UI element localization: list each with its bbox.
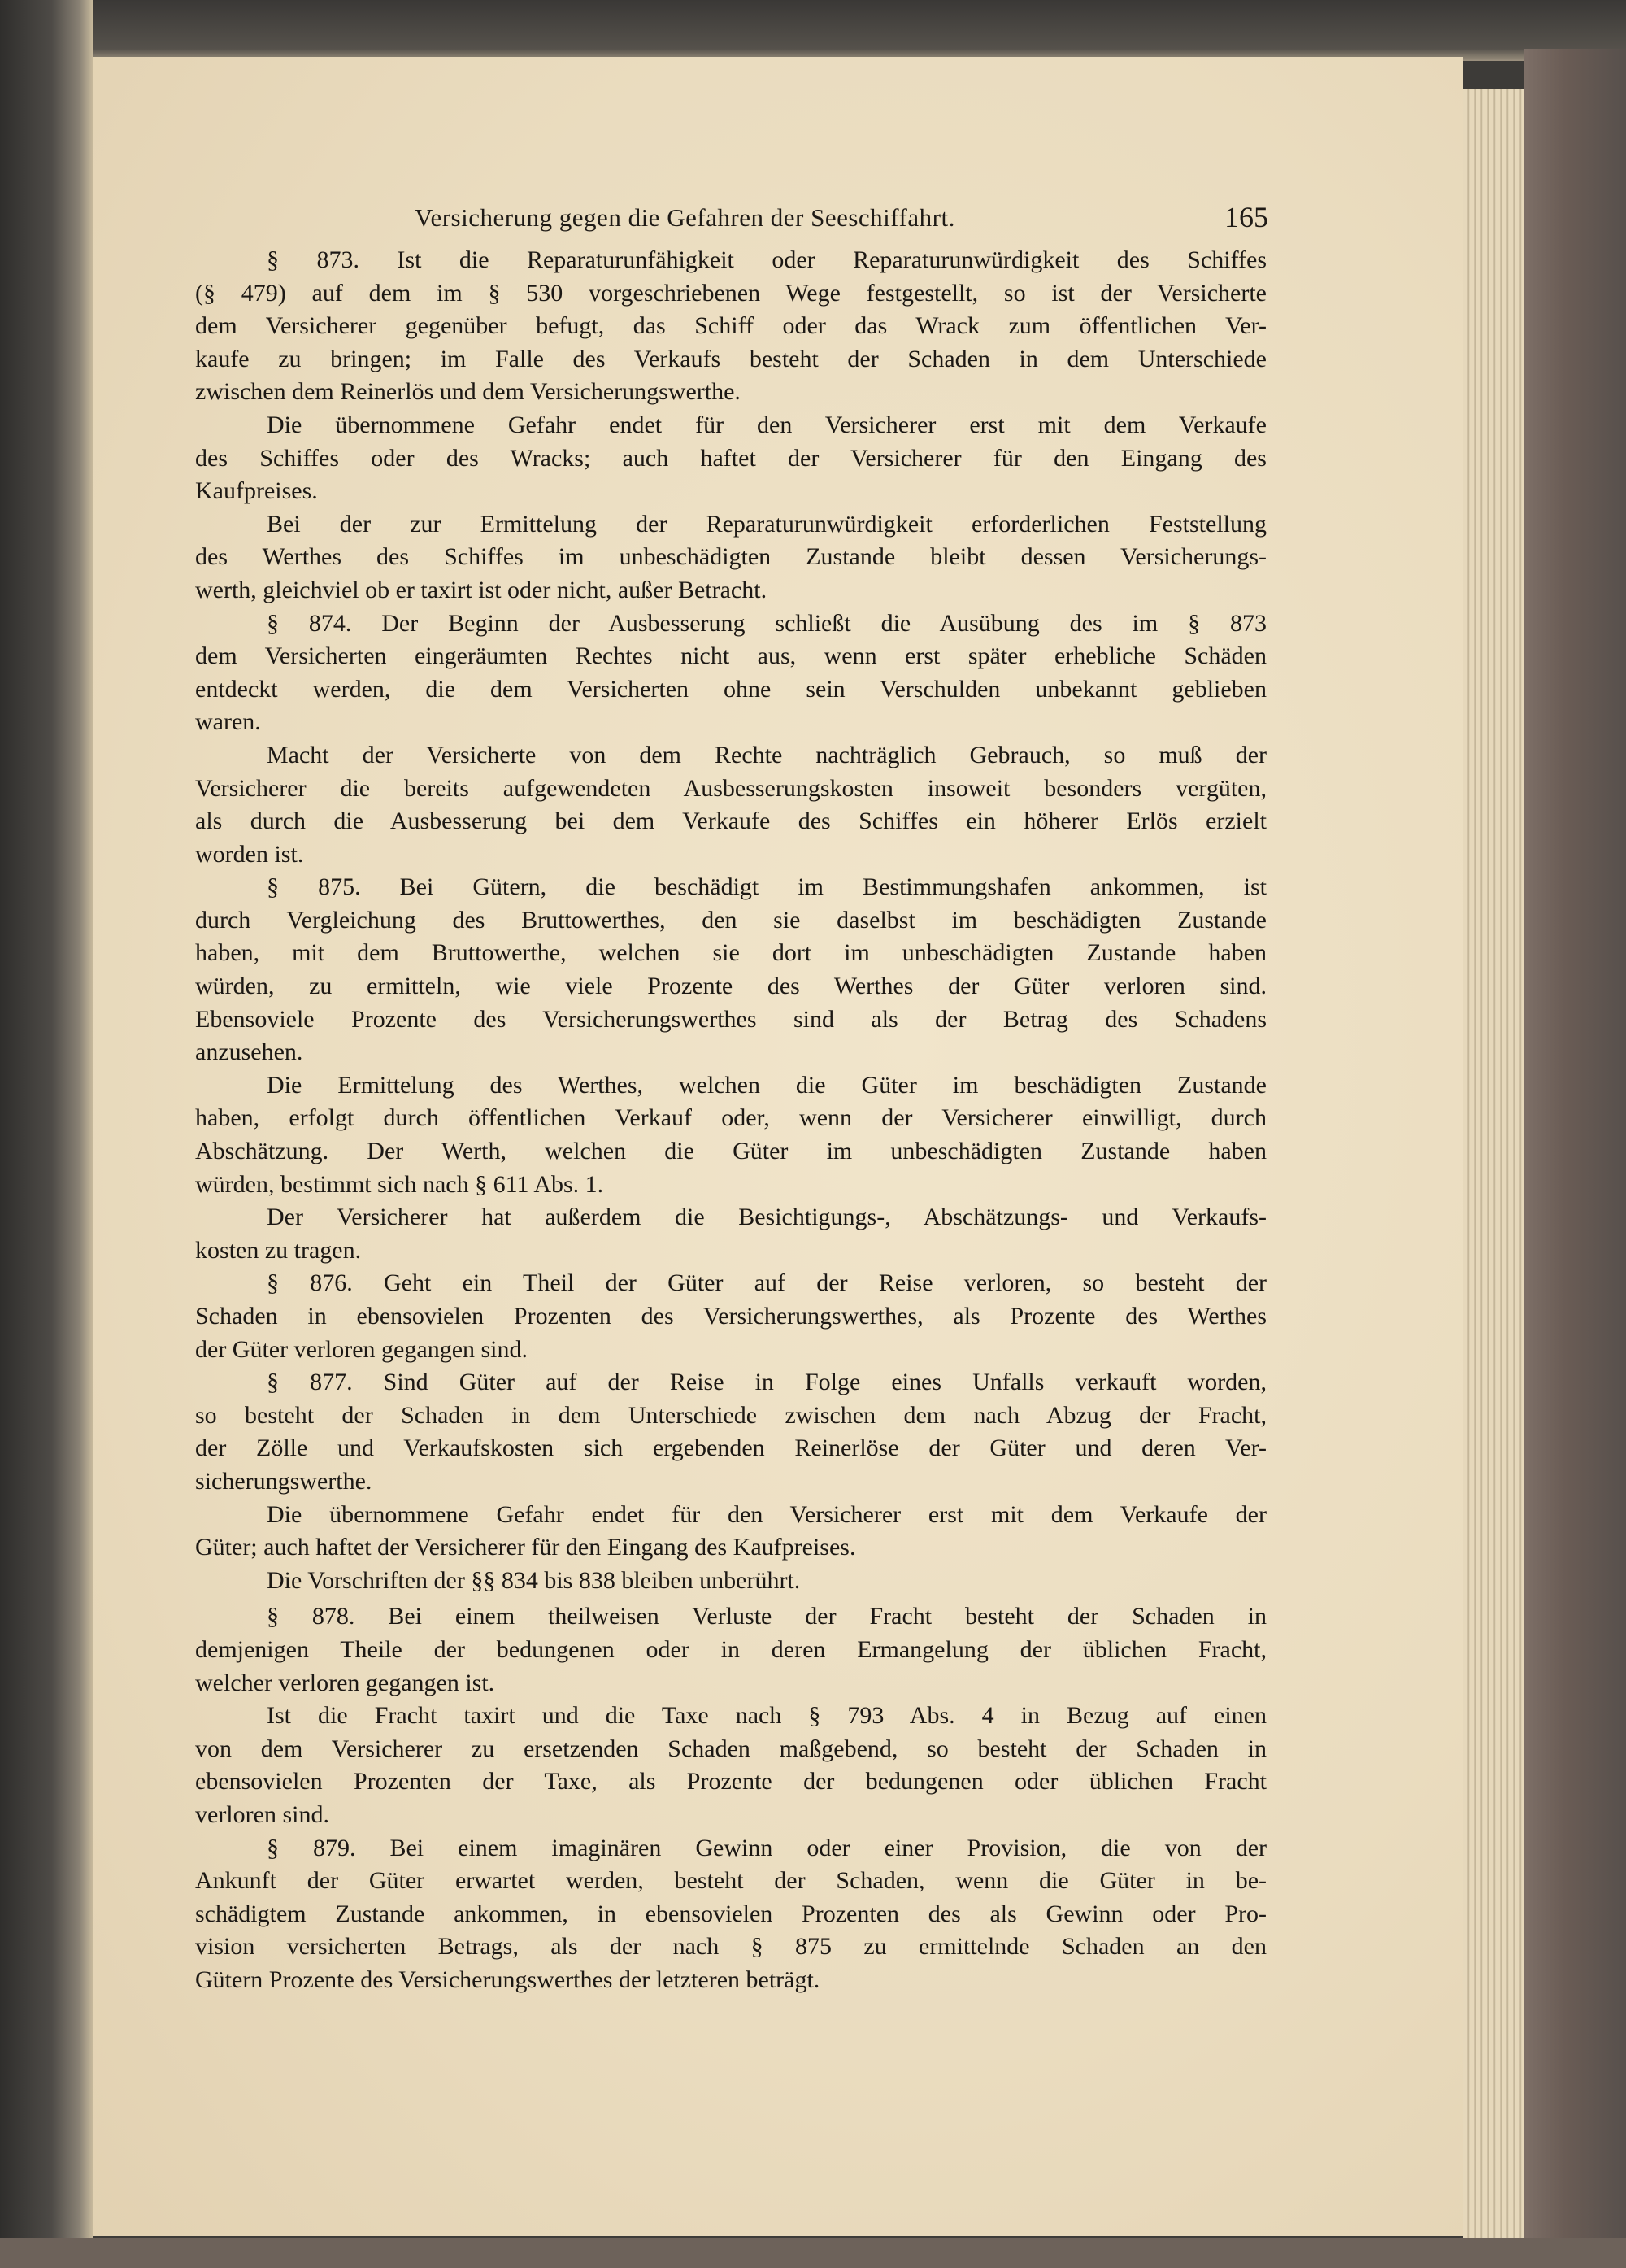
- text-line: entdeckt werden, die dem Versicherten ohne sein Verschulden unbekannt geblieben: [195, 675, 1267, 703]
- text-line: kosten zu tragen.: [195, 1236, 362, 1264]
- text-line: § 879. Bei einem imaginären Gewinn oder einer Provision, die von der: [267, 1834, 1267, 1861]
- text-line: sicherungswerthe.: [195, 1467, 372, 1495]
- text-line: waren.: [195, 708, 261, 736]
- text-line: des Werthes des Schiffes im unbeschädigten Zustande bleibt dessen Versicherungs-: [195, 543, 1267, 571]
- running-header: [195, 203, 1268, 239]
- text-line: Güter; auch haftet der Versicherer für den Eingang des Kaufpreises.: [195, 1534, 856, 1561]
- text-line: welcher verloren gegangen ist.: [195, 1669, 495, 1696]
- running-title: Versicherung gegen die Gefahren der Seeschiffahrt.: [415, 203, 955, 232]
- text-line: § 876. Geht ein Theil der Güter auf der Reise verloren, so besteht der: [267, 1269, 1267, 1297]
- text-line: dem Versicherten eingeräumten Rechtes nicht aus, wenn erst später erhebliche Schäden: [195, 642, 1267, 670]
- text-line: würden, zu ermitteln, wie viele Prozente des Werthes der Güter verloren sind.: [195, 973, 1267, 1000]
- text-line: demjenigen Theile der bedungenen oder in deren Ermangelung der üblichen Fracht,: [195, 1635, 1267, 1663]
- text-line: Die übernommene Gefahr endet für den Versicherer erst mit dem Verkaufe: [267, 411, 1267, 438]
- text-line: Schaden in ebensovielen Prozenten des Versicherungswerthes, als Prozente des Werthes: [195, 1303, 1267, 1330]
- text-line: § 873. Ist die Reparaturunfähigkeit oder Reparaturunwürdigkeit des Schiffes: [267, 246, 1267, 273]
- text-line: Ankunft der Güter erwartet werden, besteht der Schaden, wenn die Güter in be-: [195, 1867, 1267, 1895]
- text-line: der Zölle und Verkaufskosten sich ergebenden Reinerlöse der Güter und deren Ver-: [195, 1434, 1267, 1462]
- text-line: Die übernommene Gefahr endet für den Versicherer erst mit dem Verkaufe der: [267, 1500, 1267, 1528]
- text-line: würden, bestimmt sich nach § 611 Abs. 1.: [195, 1170, 604, 1198]
- text-line: so besteht der Schaden in dem Unterschiede zwischen dem nach Abzug der Fracht,: [195, 1401, 1267, 1429]
- text-line: Versicherer die bereits aufgewendeten Ausbesserungskosten insoweit besonders vergüten,: [195, 774, 1267, 802]
- page-edges: [1463, 89, 1524, 2244]
- text-line: § 875. Bei Gütern, die beschädigt im Bestimmungshafen ankommen, ist: [267, 873, 1267, 901]
- text-line: ebensovielen Prozenten der Taxe, als Prozente der bedungenen oder üblichen Fracht: [195, 1768, 1267, 1796]
- scan-bottom-border: [0, 2238, 1626, 2268]
- text-line: § 878. Bei einem theilweisen Verluste der Fracht besteht der Schaden in: [267, 1603, 1267, 1630]
- text-line: haben, erfolgt durch öffentlichen Verkauf oder, wenn der Versicherer einwilligt, durch: [195, 1104, 1267, 1132]
- text-line: (§ 479) auf dem im § 530 vorgeschriebenen Wege festgestellt, so ist der Versicherte: [195, 279, 1267, 307]
- page-body-text: [195, 244, 1267, 1996]
- book-cover-edge: [1524, 49, 1626, 2268]
- text-line: Die Ermittelung des Werthes, welchen die Güter im beschädigten Zustande: [267, 1071, 1267, 1099]
- text-line: worden ist.: [195, 840, 304, 868]
- text-line: Ist die Fracht taxirt und die Taxe nach § 793 Abs. 4 in Bezug auf einen: [267, 1702, 1267, 1730]
- text-line: der Güter verloren gegangen sind.: [195, 1335, 528, 1363]
- text-line: Die Vorschriften der §§ 834 bis 838 bleiben unberührt.: [267, 1566, 801, 1594]
- text-line: Abschätzung. Der Werth, welchen die Güter im unbeschädigten Zustande haben: [195, 1138, 1267, 1165]
- text-line: verloren sind.: [195, 1800, 329, 1828]
- text-line: Gütern Prozente des Versicherungswerthes der letzteren beträgt.: [195, 1965, 820, 1993]
- text-line: zwischen dem Reinerlös und dem Versicherungswerthe.: [195, 378, 741, 406]
- text-line: § 877. Sind Güter auf der Reise in Folge eines Unfalls verkauft worden,: [267, 1369, 1267, 1396]
- text-line: kaufe zu bringen; im Falle des Verkaufs besteht der Schaden in dem Unterschiede: [195, 345, 1267, 372]
- text-line: schädigtem Zustande ankommen, in ebensovielen Prozenten des als Gewinn oder Pro-: [195, 1900, 1267, 1927]
- text-line: von dem Versicherer zu ersetzenden Schaden maßgebend, so besteht der Schaden in: [195, 1735, 1267, 1762]
- text-line: Bei der zur Ermittelung der Reparaturunwürdigkeit erforderlichen Feststellung: [267, 510, 1267, 538]
- text-line: anzusehen.: [195, 1038, 303, 1066]
- text-line: § 874. Der Beginn der Ausbesserung schließt die Ausübung des im § 873: [267, 609, 1267, 637]
- book-spine: [0, 0, 93, 2268]
- text-line: haben, mit dem Bruttowerthe, welchen sie dort im unbeschädigten Zustande haben: [195, 939, 1267, 967]
- scan-top-border: [0, 0, 1626, 61]
- text-line: Kaufpreises.: [195, 477, 318, 505]
- text-line: werth, gleichviel ob er taxirt ist oder nicht, außer Betracht.: [195, 576, 767, 603]
- text-line: als durch die Ausbesserung bei dem Verkaufe des Schiffes ein höherer Erlös erzielt: [195, 808, 1267, 835]
- text-line: Macht der Versicherte von dem Rechte nachträglich Gebrauch, so muß der: [267, 741, 1267, 768]
- page-number: 165: [1224, 201, 1268, 233]
- text-line: Der Versicherer hat außerdem die Besichtigungs-, Abschätzungs- und Verkaufs-: [267, 1204, 1267, 1231]
- text-line: dem Versicherer gegenüber befugt, das Schiff oder das Wrack zum öffentlichen Ver-: [195, 312, 1267, 340]
- text-line: des Schiffes oder des Wracks; auch haftet der Versicherer für den Eingang des: [195, 444, 1267, 472]
- text-line: Ebensoviele Prozente des Versicherungswerthes sind als der Betrag des Schadens: [195, 1005, 1267, 1033]
- text-line: durch Vergleichung des Bruttowerthes, den sie daselbst im beschädigten Zustande: [195, 906, 1267, 934]
- text-line: vision versicherten Betrags, als der nach § 875 zu ermittelnde Schaden an den: [195, 1933, 1267, 1961]
